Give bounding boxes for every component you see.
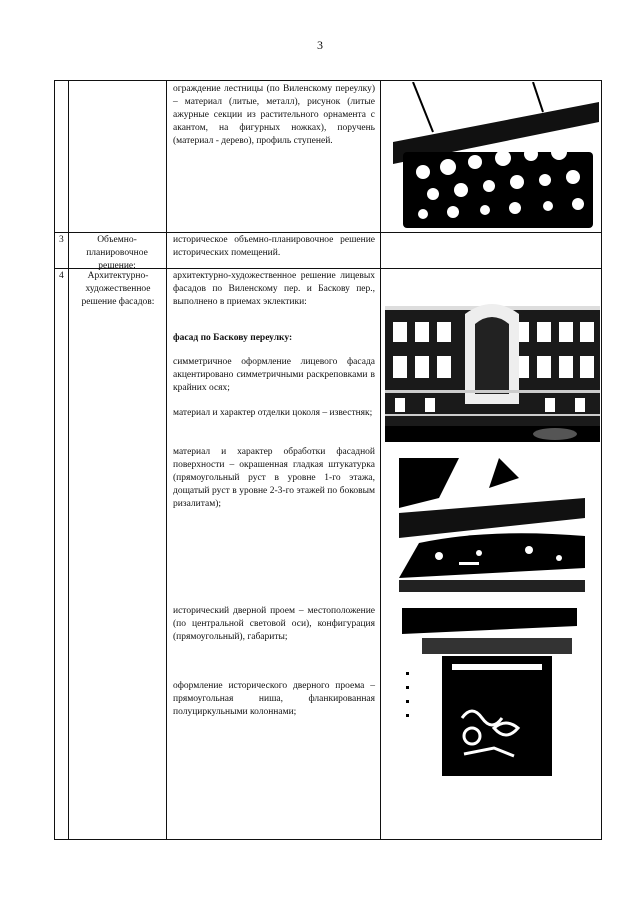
row-1-description [173,83,375,148]
row-4-paragraph-6: исторический дверной проем – местоположение (по центральной световой оси), конфигурация (прямоугольный), габариты; [173,606,375,642]
doorway-photo [402,608,577,776]
row-3-description [173,234,375,260]
table-divider-1 [68,80,69,840]
row-4-number: 4 [59,271,64,281]
row-4-heading: фасад по Баскову переулку: [173,333,293,343]
row-4-paragraph-5: материал и характер обработки фасадной поверхности – окрашенная гладкая штукатурка (прямоугольный руст в уровне 1-го этажа, дощатый руст в уровне 2-3-го этажей по боковым ризалитам); [173,447,375,509]
row-4-name: Архитектурно-художественное решение фасадов: [81,271,155,307]
row-3-name: Объемно-планировочное решение: [86,235,148,271]
table-border-bottom [54,839,602,840]
rustication-photo [399,458,585,592]
page-number: 3 [317,38,323,52]
table-border-top [54,80,602,81]
row-4-paragraph-1: архитектурно-художественное решение лицевых фасадов по Виленскому пер. и Баскову пер., выполнено в приемах эклектики: [173,271,375,307]
row-3-number: 3 [59,235,64,245]
table-border-right [601,80,602,840]
row-4-paragraph-3: симметричное оформление лицевого фасада акцентировано симметричными раскреповками в крайних осях; [173,357,375,393]
paragraph: историческое объемно-планировочное решение исторических помещений. [173,235,375,258]
table-divider-2 [166,80,167,840]
row-4-paragraph-4: материал и характер отделки цоколя – известняк; [173,408,373,418]
table-divider-3 [380,80,381,840]
row-divider-1 [54,232,602,233]
table-border-left [54,80,55,840]
row-4-paragraph-7: оформление исторического дверного проема – прямоугольная ниша, фланкированная полуциркульными колоннами; [173,681,375,717]
facade-photo [385,294,600,442]
railing-photo [393,82,599,230]
paragraph: ограждение лестницы (по Виленскому переулку) – материал (литые, металл), рисунок (литые ажурные секции из растительного орнамента с акантом, на фигурных ножках), поручень (материал - дерево), профиль ступеней. [173,84,375,146]
